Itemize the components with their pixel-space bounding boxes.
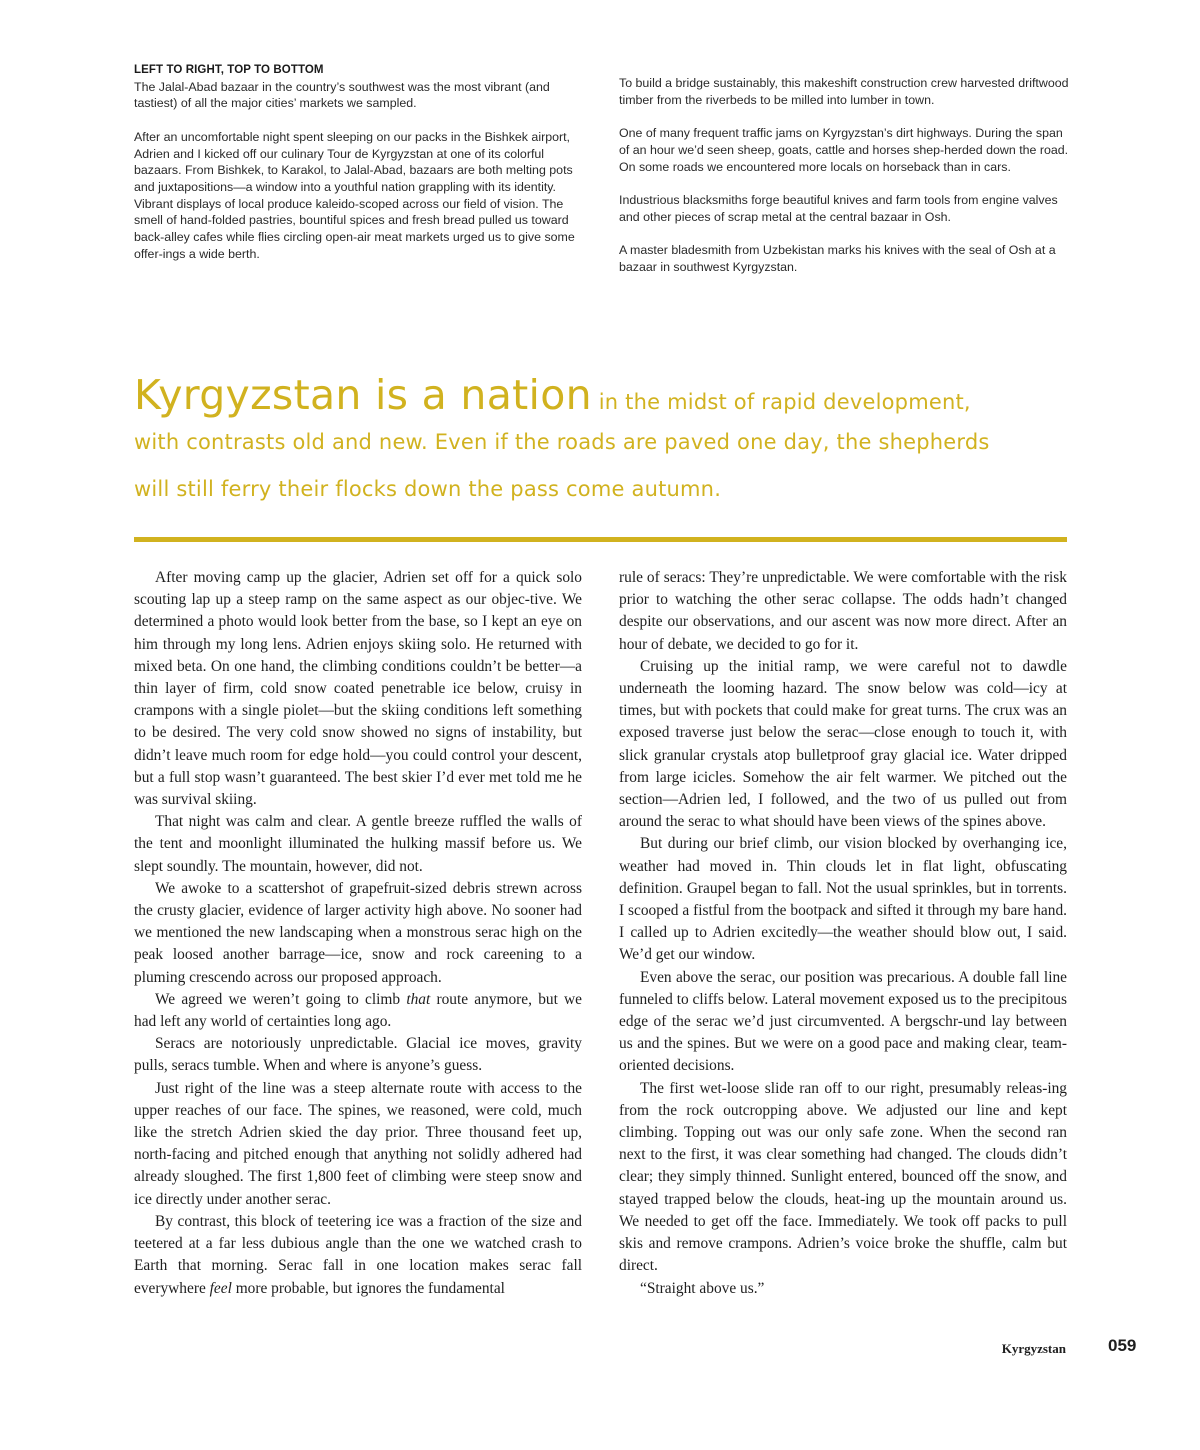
paragraph: Seracs are notoriously unpredictable. Glacial ice moves, gravity pulls, seracs tumble. When and where is anyone’s guess. bbox=[134, 1035, 582, 1075]
pull-quote bbox=[134, 372, 1074, 513]
paragraph: Even above the serac, our position was precarious. A double fall line funneled to cliffs below. Lateral movement exposed us to the precipitous edge of the serac we’d just circumvented. A bergschr-und lay between us and the spines. But we were on a good pace and making clear, team-oriented decisions. bbox=[619, 968, 1067, 1075]
paragraph: The first wet-loose slide ran off to our right, presumably releas-ing from the rock outcropping above. We adjusted our line and kept climbing. Topping out was our only safe zone. When the second ran next to the first, it was clear something had changed. The clouds didn’t clear; they simply thinned. Sunlight entered, bounced off the snow, and stayed trapped below the clouds, heat-ing up the mountain around us. We needed to get off the face. Immediately. We took off packs to pull skis and remove crampons. Adrien’s voice broke the shuffle, calm but direct. bbox=[619, 1079, 1067, 1275]
pull-quote-lead: Kyrgyzstan is a nation bbox=[134, 371, 592, 419]
caption-bladesmith: A master bladesmith from Uzbekistan marks his knives with the seal of Osh at a bazaar in southwest Kyrgyzstan. bbox=[619, 242, 1056, 274]
pull-quote-line-2: with contrasts old and new. Even if the roads are paved one day, the shepherds bbox=[134, 430, 990, 454]
pull-quote-line-3: will still ferry their flocks down the pass come autumn. bbox=[134, 477, 722, 501]
paragraph: By contrast, this block of teetering ice was a fraction of the size and teetered at a far less dubious angle than the one we watched crash to Earth that morning. Serac fall in one location makes serac fall everywhere feel more probable, but ignores the fundamental bbox=[134, 1212, 582, 1297]
photo-captions-left bbox=[134, 62, 584, 279]
pull-quote-line-1-rest: in the midst of rapid development, bbox=[591, 390, 971, 414]
photo-captions-right bbox=[619, 75, 1069, 292]
caption-traffic: One of many frequent traffic jams on Kyrgyzstan’s dirt highways. During the span of an hour we’d seen sheep, goats, cattle and horses shep-herded down the road. On some roads we encountered more locals on horseback than in cars. bbox=[619, 126, 1069, 174]
emphasis: feel bbox=[209, 1279, 232, 1297]
paragraph: That night was calm and clear. A gentle breeze ruffled the walls of the tent and moonlight illuminated the hulking massif before us. We slept soundly. The mountain, however, did not. bbox=[134, 813, 582, 875]
running-footer-section: Kyrgyzstan bbox=[1001, 1341, 1066, 1356]
paragraph: After moving camp up the glacier, Adrien set off for a quick solo scouting lap up a steep ramp on the same aspect as our objec-tive. We determined a photo would look better from the base, so I kept an eye on him through my long lens. Adrien enjoys skiing solo. He returned with mixed beta. On one hand, the climbing conditions couldn’t be better—a thin layer of firm, cold snow coated penetrable ice below, cruisy in crampons with a single piolet—but the skiing conditions left something to be desired. The very cold snow showed no signs of instability, but didn’t leave much room for edge hold—you could control your descent, but a full stop wasn’t guaranteed. The best skier I’d ever met told me he was survival skiing. bbox=[134, 569, 582, 809]
article-column-right bbox=[619, 567, 1067, 1300]
paragraph: “Straight above us.” bbox=[640, 1279, 765, 1297]
paragraph: We agreed we weren’t going to climb that route anymore, but we had left any world of certainties long ago. bbox=[134, 990, 583, 1031]
caption-bazaar: The Jalal-Abad bazaar in the country’s southwest was the most vibrant (and tastiest) of all the major cities’ markets we sampled. bbox=[134, 79, 550, 111]
paragraph: Cruising up the initial ramp, we were careful not to dawdle underneath the looming hazard. The snow below was cold—icy at times, but with pockets that could make for great turns. The crux was an exposed traverse just below the serac—close enough to touch it, with slick granular crystals atop bulletproof gray glacial ice. Water dripped from large icicles. Somehow the air felt warmer. We pitched out the section—Adrien led, I followed, and the two of us pulled out from around the serac to what should have been views of the spines above. bbox=[619, 657, 1067, 831]
paragraph: We awoke to a scattershot of grapefruit-sized debris strewn across the crusty glacier, evidence of larger activity high above. No sooner had we mentioned the new landscaping when a monstrous serac high on the peak loosed another barrage—ice, snow and rock careening to a pluming crescendo across our proposed approach. bbox=[134, 879, 582, 986]
caption-bishkek: After an uncomfortable night spent sleeping on our packs in the Bishkek airport, Adrien and I kicked off our culinary Tour de Kyrgyzstan at one of its colorful bazaars. From Bishkek, to Karakol, to Jalal-Abad, bazaars are both melting pots and juxtapositions—a window into a youthful nation grappling with its identity. Vibrant displays of local produce kaleido-scoped across our field of vision. The smell of hand-folded pastries, bountiful spices and fresh bread pulled us toward back-alley cafes while flies circling open-air meat markets urged us to give some offer-ings a wide berth. bbox=[134, 129, 575, 261]
paragraph: Just right of the line was a steep alternate route with access to the upper reaches of our face. The spines, we reasoned, were cold, much like the stretch Adrien skied the day prior. Three thousand feet up, north-facing and pitched enough that anything not solidly adhered had already sloughed. The first 1,800 feet of climbing were steep snow and ice directly under another serac. bbox=[134, 1079, 582, 1208]
emphasis: that bbox=[406, 990, 431, 1008]
page-number: 059 bbox=[1108, 1336, 1137, 1355]
pull-quote-line-1 bbox=[134, 372, 1074, 419]
section-divider bbox=[134, 537, 1067, 542]
captions-heading: LEFT TO RIGHT, TOP TO BOTTOM bbox=[134, 64, 324, 76]
caption-blacksmiths: Industrious blacksmiths forge beautiful knives and farm tools from engine valves and other pieces of scrap metal at the central bazaar in Osh. bbox=[619, 192, 1058, 224]
paragraph-continued: rule of seracs: They’re unpredictable. We were comfortable with the risk prior to watching the other serac collapse. The odds hadn’t changed despite our observations, and our ascent was now more direct. After an hour of debate, we decided to go for it. bbox=[619, 569, 1067, 653]
article-column-left bbox=[134, 567, 582, 1300]
caption-bridge: To build a bridge sustainably, this makeshift construction crew harvested driftwood timber from the riverbeds to be milled into lumber in town. bbox=[619, 76, 1069, 107]
paragraph: But during our brief climb, our vision blocked by overhanging ice, weather had moved in. Thin clouds let in flat light, obfuscating definition. Graupel began to fall. Not the usual sprinkles, but in torrents. I scooped a fistful from the bootpack and sifted it through my bare hand. I called up to Adrien excitedly—the weather should blow out, I said. We’d get our window. bbox=[619, 835, 1067, 964]
